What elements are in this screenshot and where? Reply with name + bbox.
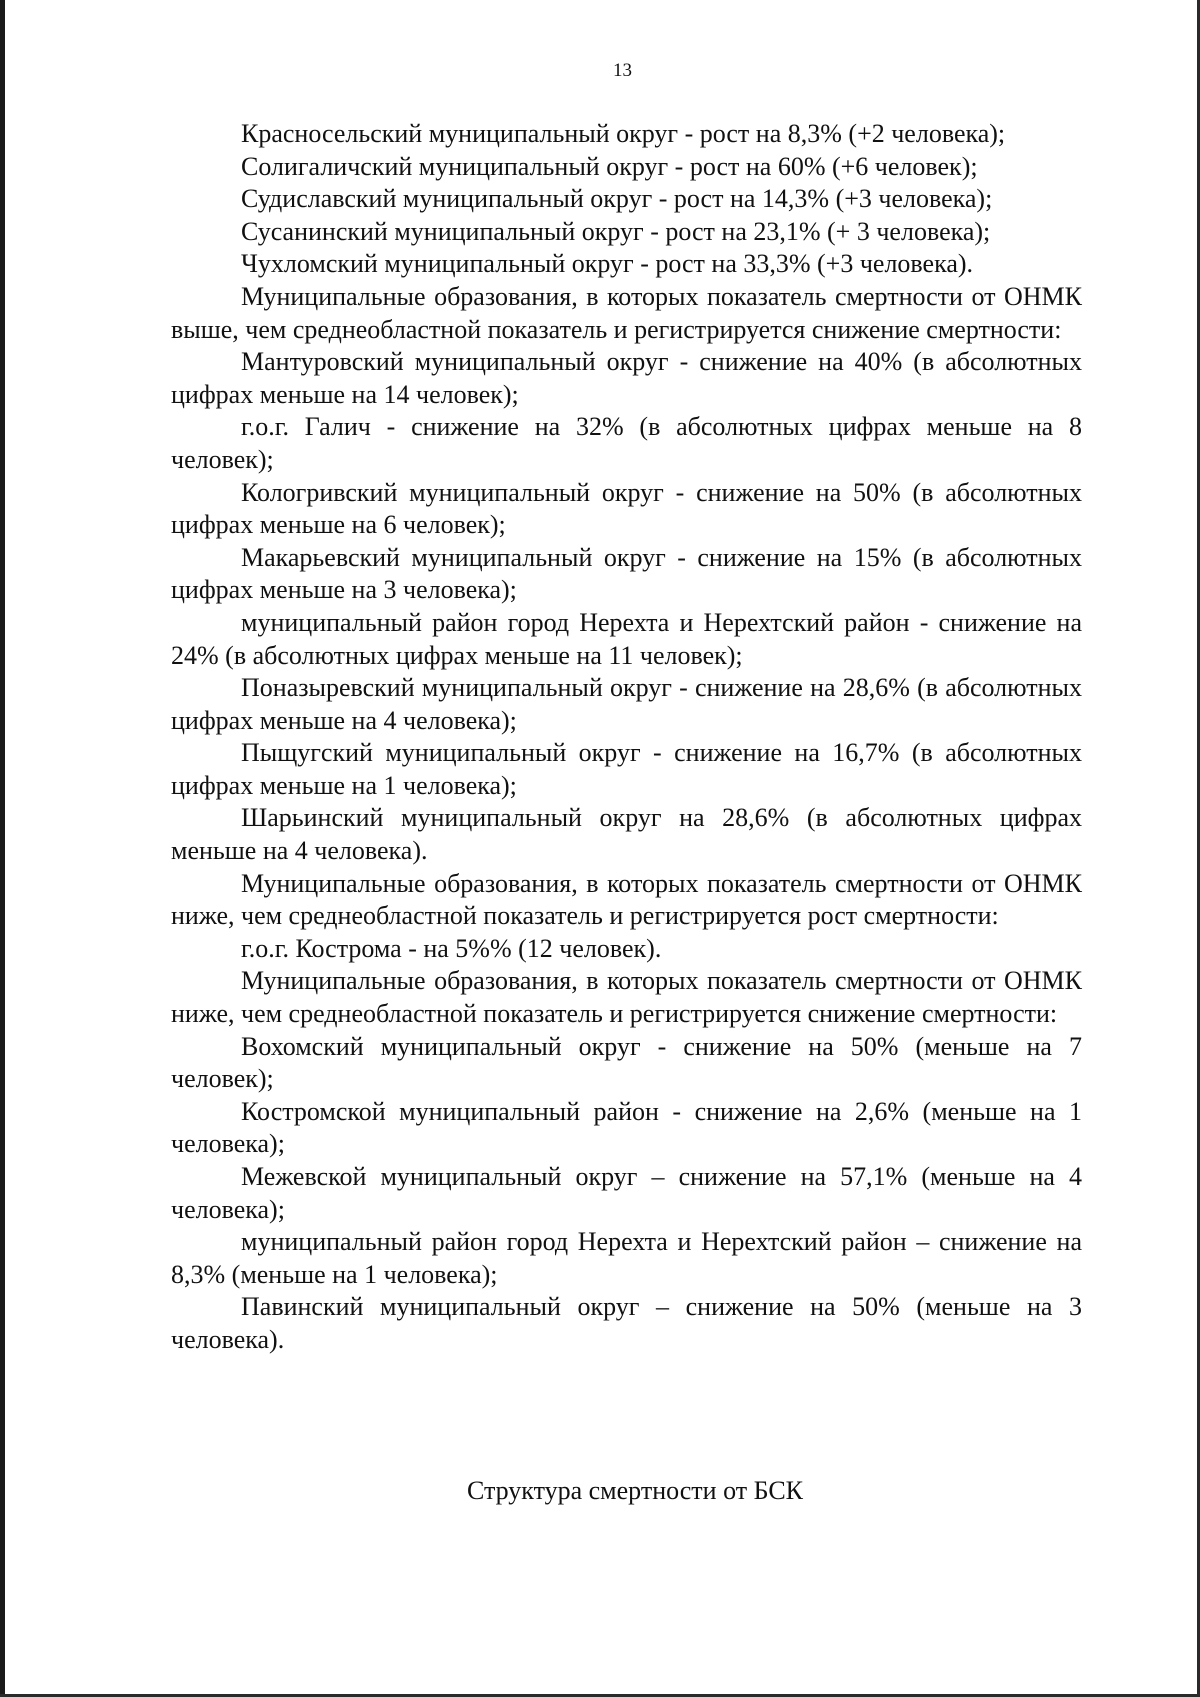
paragraph: Красносельский муниципальный округ - рост на 8,3% (+2 человека);	[241, 119, 1006, 148]
paragraph: Макарьевский муниципальный округ - снижение на 15% (в абсолютных цифрах меньше на 3 человека);	[171, 542, 1082, 605]
paragraph: Костромской муниципальный район - снижение на 2,6% (меньше на 1 человека);	[171, 1096, 1082, 1159]
paragraph: муниципальный район город Нерехта и Нерехтский район – снижение на 8,3% (меньше на 1 человека);	[171, 1227, 1082, 1289]
paragraph: Сусанинский муниципальный округ - рост на 23,1% (+ 3 человека);	[241, 216, 991, 246]
paragraph: муниципальный район город Нерехта и Нерехтский район - снижение на 24% (в абсолютных цифрах меньше на 11 человек);	[171, 607, 1082, 670]
paragraph: Павинский муниципальный округ – снижение на 50% (меньше на 3 человека).	[171, 1292, 1082, 1354]
paragraph: Солигаличский муниципальный округ - рост на 60% (+6 человек);	[241, 151, 978, 181]
paragraph: Мантуровский муниципальный округ - снижение на 40% (в абсолютных цифрах меньше на 14 человек);	[171, 347, 1082, 409]
page-number: 13	[613, 60, 632, 81]
paragraph: Пыщугский муниципальный округ - снижение на 16,7% (в абсолютных цифрах меньше на 1 человека);	[171, 738, 1082, 800]
paragraph: г.о.г. Галич - снижение на 32% (в абсолютных цифрах меньше на 8 человек);	[171, 412, 1082, 474]
paragraph: Поназыревский муниципальный округ - снижение на 28,6% (в абсолютных цифрах меньше на 4 человека);	[171, 673, 1082, 735]
paragraph: Межевской муниципальный округ – снижение на 57,1% (меньше на 4 человека);	[171, 1162, 1082, 1224]
section-heading: Структура смертности от БСК	[466, 1476, 804, 1505]
paragraph: Судиславский муниципальный округ - рост на 14,3% (+3 человека);	[241, 184, 993, 214]
paragraph: Шарьинский муниципальный округ на 28,6% (в абсолютных цифрах меньше на 4 человека).	[171, 803, 1082, 866]
document-body	[171, 118, 1082, 1357]
paragraph: Чухломский муниципальный округ - рост на 33,3% (+3 человека).	[241, 249, 974, 279]
paragraph: Вохомский муниципальный округ - снижение на 50% (меньше на 7 человек);	[171, 1031, 1082, 1094]
scan-left-edge	[0, 0, 5, 1697]
paragraph: Кологривский муниципальный округ - снижение на 50% (в абсолютных цифрах меньше на 6 человек);	[171, 477, 1082, 540]
paragraph: Муниципальные образования, в которых показатель смертности от ОНМК ниже, чем среднеобластной показатель и регистрируется рост смертности:	[171, 868, 1082, 931]
paragraph: Муниципальные образования, в которых показатель смертности от ОНМК выше, чем среднеобластной показатель и регистрируется снижение смертности:	[171, 281, 1082, 344]
paragraph: г.о.г. Кострома - на 5%% (12 человек).	[241, 933, 662, 963]
paragraph: Муниципальные образования, в которых показатель смертности от ОНМК ниже, чем среднеобластной показатель и регистрируется снижение смертности:	[171, 966, 1082, 1029]
